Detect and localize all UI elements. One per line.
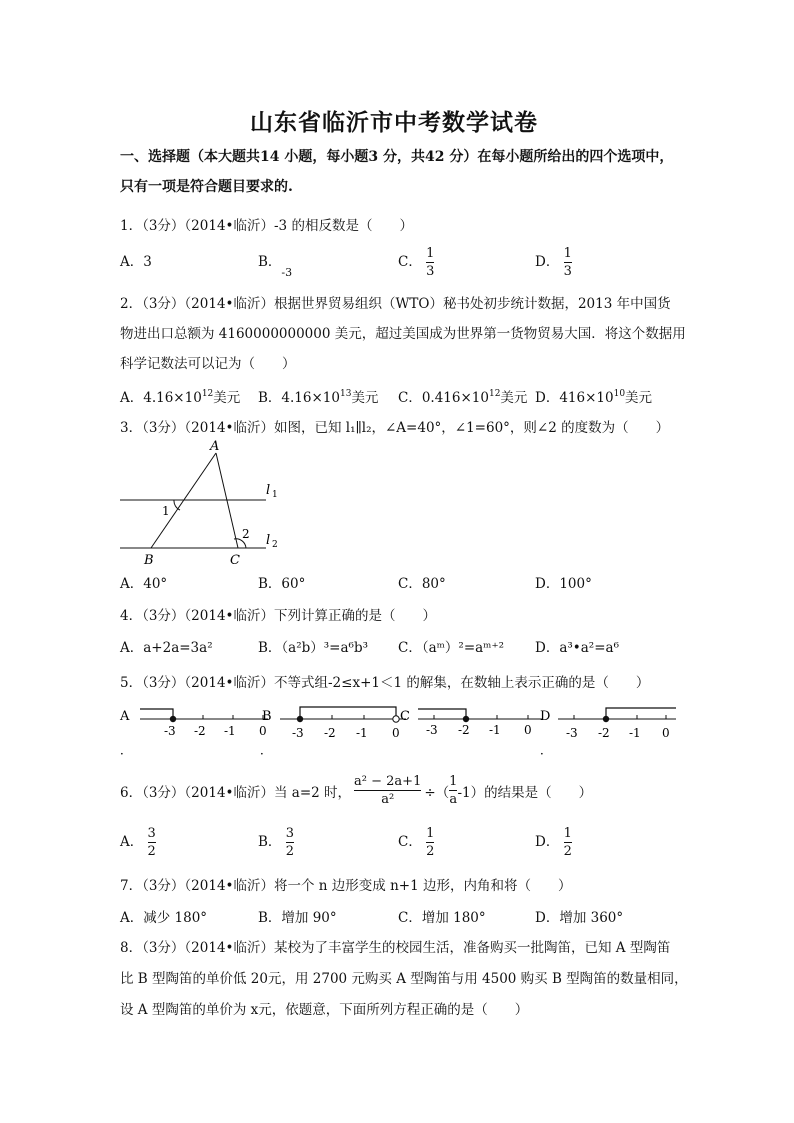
numerator: 3 (285, 826, 294, 841)
q6-option-c-label: C． (398, 834, 422, 850)
q6-stem-mid: ÷（ (424, 784, 450, 801)
label-B: B (144, 553, 154, 568)
numerator: 1 (426, 826, 435, 841)
numerator: 1 (563, 826, 572, 841)
q2-option-c (398, 386, 527, 406)
q1-option-b-label: B． (258, 254, 282, 270)
q4-option-a: A．a+2a=3a² (120, 640, 213, 656)
tick-label: 0 (259, 724, 267, 738)
q6-option-d (535, 826, 572, 859)
q5-option-d-dot: ． (540, 743, 553, 756)
q5-option-d-numberline (538, 700, 678, 756)
q2-stem-line1: 2．（3分）（2014•临沂）根据世界贸易组织（WTO）秘书处初步统计数据，2013 年中国货 (120, 296, 671, 312)
label-l2: l (266, 533, 271, 548)
q1-stem: 1．（3分）（2014•临沂）-3 的相反数是（ ） (120, 218, 413, 234)
q2-option-d (535, 386, 652, 406)
closed-point (170, 716, 176, 722)
q1-option-b-value: -3 (281, 266, 293, 279)
tick-label: -1 (489, 723, 501, 737)
q7-option-b: B．增加 90° (258, 910, 337, 926)
numerator: 3 (147, 826, 156, 841)
q7-option-a: A．减少 180° (120, 910, 208, 926)
q5-option-a-numberline (118, 700, 278, 756)
tick-label: 0 (662, 726, 670, 740)
tick-label: -3 (292, 726, 304, 740)
unit: 美元 (625, 390, 653, 406)
unit: 美元 (500, 390, 528, 406)
exponent: 12 (488, 389, 501, 399)
tick-label: -2 (458, 723, 470, 737)
q7-stem: 7．（3分）（2014•临沂）将一个 n 边形变成 n+1 边形，内角和将（ ） (120, 878, 572, 894)
q1-option-c-fraction (426, 246, 434, 279)
q3-option-d: D．100° (535, 576, 592, 592)
q6-option-b-label: B． (258, 834, 282, 850)
q6-option-a-fraction (148, 826, 156, 859)
tick-label: -2 (194, 724, 206, 738)
q6-option-a-label: A． (120, 834, 144, 850)
exponent: 10 (613, 389, 626, 399)
q8-stem-line1: 8．（3分）（2014•临沂）某校为了丰富学生的校园生活，准备购买一批陶笛，已知 A 型陶笛 (120, 940, 671, 956)
q6-option-d-label: D． (535, 834, 560, 850)
q1-option-d (535, 246, 572, 279)
page-title: 山东省临沂市中考数学试卷 (250, 110, 538, 136)
label-l1-subscript: 1 (272, 490, 278, 500)
tick-label: -3 (566, 726, 578, 740)
numerator: 1 (563, 246, 572, 261)
denominator: a (449, 792, 458, 807)
section-header-line1: 一、选择题（本大题共14 小题，每小题3 分，共42 分）在每小题所给出的四个选项中， (120, 149, 674, 165)
denominator: 3 (563, 264, 572, 279)
q5-option-c-label: C (400, 709, 410, 724)
q5-option-a-dot: ． (120, 743, 133, 756)
q1-option-a: A．3 (120, 254, 152, 270)
tick-label: -2 (598, 726, 610, 740)
q5-option-b-numberline (258, 700, 408, 756)
label-C: C (230, 553, 240, 568)
q1-option-c-label: C． (398, 254, 422, 270)
q5-option-d-label: D (540, 709, 551, 724)
tick-label: 0 (392, 726, 400, 740)
denominator: 2 (563, 844, 572, 859)
label-angle2: 2 (242, 527, 250, 541)
q6-option-d-fraction (564, 826, 572, 859)
base: A．4.16×10 (120, 390, 202, 406)
q4-stem: 4．（3分）（2014•临沂）下列计算正确的是（ ） (120, 608, 436, 624)
tick-label: -1 (629, 726, 641, 740)
tick-label: -3 (426, 723, 438, 737)
exponent: 12 (201, 389, 214, 399)
q5-option-a-label: A (120, 709, 130, 724)
q6-stem-pre: 6．（3分）（2014•临沂）当 a=2 时， (120, 784, 352, 801)
q8-stem-line3: 设 A 型陶笛的单价为 x元，依题意，下面所列方程正确的是（ ） (120, 1002, 529, 1018)
q6-option-c-fraction (426, 826, 434, 859)
denominator: a² (381, 792, 395, 807)
q3-option-a: A．40° (120, 576, 168, 592)
q6-option-a (120, 826, 156, 859)
q7-option-c: C．增加 180° (398, 910, 486, 926)
tick-label: -1 (224, 724, 236, 738)
solution-ray (140, 709, 173, 719)
q6-option-b-fraction (286, 826, 294, 859)
base: C．0.416×10 (398, 390, 489, 406)
q8-stem-line2: 比 B 型陶笛的单价低 20元，用 2700 元购买 A 型陶笛与用 4500 购买 B 型陶笛的数量相同， (120, 971, 688, 987)
solution-ray (418, 709, 466, 719)
denominator: 2 (426, 844, 435, 859)
q6-stem-post: -1）的结果是（ ） (457, 784, 593, 801)
base: B．4.16×10 (258, 390, 340, 406)
q3-geometry-figure (118, 438, 288, 570)
angle1-arc (174, 500, 180, 510)
numerator: 1 (449, 774, 458, 789)
q3-option-b: B．60° (258, 576, 306, 592)
denominator: 2 (285, 844, 294, 859)
q2-option-b (258, 386, 378, 406)
tick-label: -2 (324, 726, 336, 740)
q1-option-d-label: D． (535, 254, 560, 270)
denominator: 3 (426, 264, 435, 279)
q4-option-c: C．（aᵐ）²=aᵐ⁺² (398, 640, 504, 656)
q5-stem: 5．（3分）（2014•临沂）不等式组-2≤x+1＜1 的解集，在数轴上表示正确的是（ ） (120, 675, 650, 691)
numerator: 1 (426, 246, 435, 261)
q1-option-d-fraction (564, 246, 572, 279)
label-l1: l (266, 483, 271, 498)
tick-label: -1 (356, 726, 368, 740)
base: D．416×10 (535, 390, 614, 406)
label-A: A (210, 439, 220, 454)
unit: 美元 (351, 390, 379, 406)
q6-stem (120, 774, 592, 807)
q3-option-c: C．80° (398, 576, 446, 592)
q6-option-b (258, 826, 294, 859)
q1-option-b (258, 250, 293, 279)
unit: 美元 (213, 390, 241, 406)
closed-point (463, 716, 469, 722)
denominator: 2 (147, 844, 156, 859)
q5-option-b-dot: ． (260, 743, 273, 756)
q2-option-a (120, 386, 240, 406)
numerator: a² − 2a+1 (354, 774, 422, 789)
closed-point (297, 716, 303, 722)
tick-label: -3 (164, 724, 176, 738)
q7-option-d: D．增加 360° (535, 910, 624, 926)
q2-stem-line3: 科学记数法可以记为（ ） (120, 356, 296, 372)
q4-option-d: D．a³•a²=a⁶ (535, 640, 619, 656)
q3-stem: 3．（3分）（2014•临沂）如图，已知 l₁∥l₂，∠A=40°，∠1=60°，则∠2 的度数为（ ） (120, 420, 670, 436)
q6-main-fraction (354, 774, 421, 807)
tick-label: 0 (524, 723, 532, 737)
q6-option-c (398, 826, 434, 859)
q5-option-b-label: B (262, 709, 272, 724)
q2-stem-line2: 物进出口总额为 4160000000000 美元，超过美国成为世界第一货物贸易大国．将这个数据用 (120, 326, 686, 342)
closed-point (603, 716, 609, 722)
solution-segment (300, 707, 396, 719)
q4-option-b: B．（a²b）³=a⁶b³ (258, 640, 369, 656)
q6-inner-fraction (449, 774, 457, 807)
label-l2-subscript: 2 (272, 540, 278, 550)
q5-option-c-numberline (398, 700, 551, 756)
label-angle1: 1 (162, 504, 170, 518)
q1-option-c (398, 246, 434, 279)
exponent: 13 (339, 389, 352, 399)
section-header-line2: 只有一项是符合题目要求的. (120, 179, 293, 195)
